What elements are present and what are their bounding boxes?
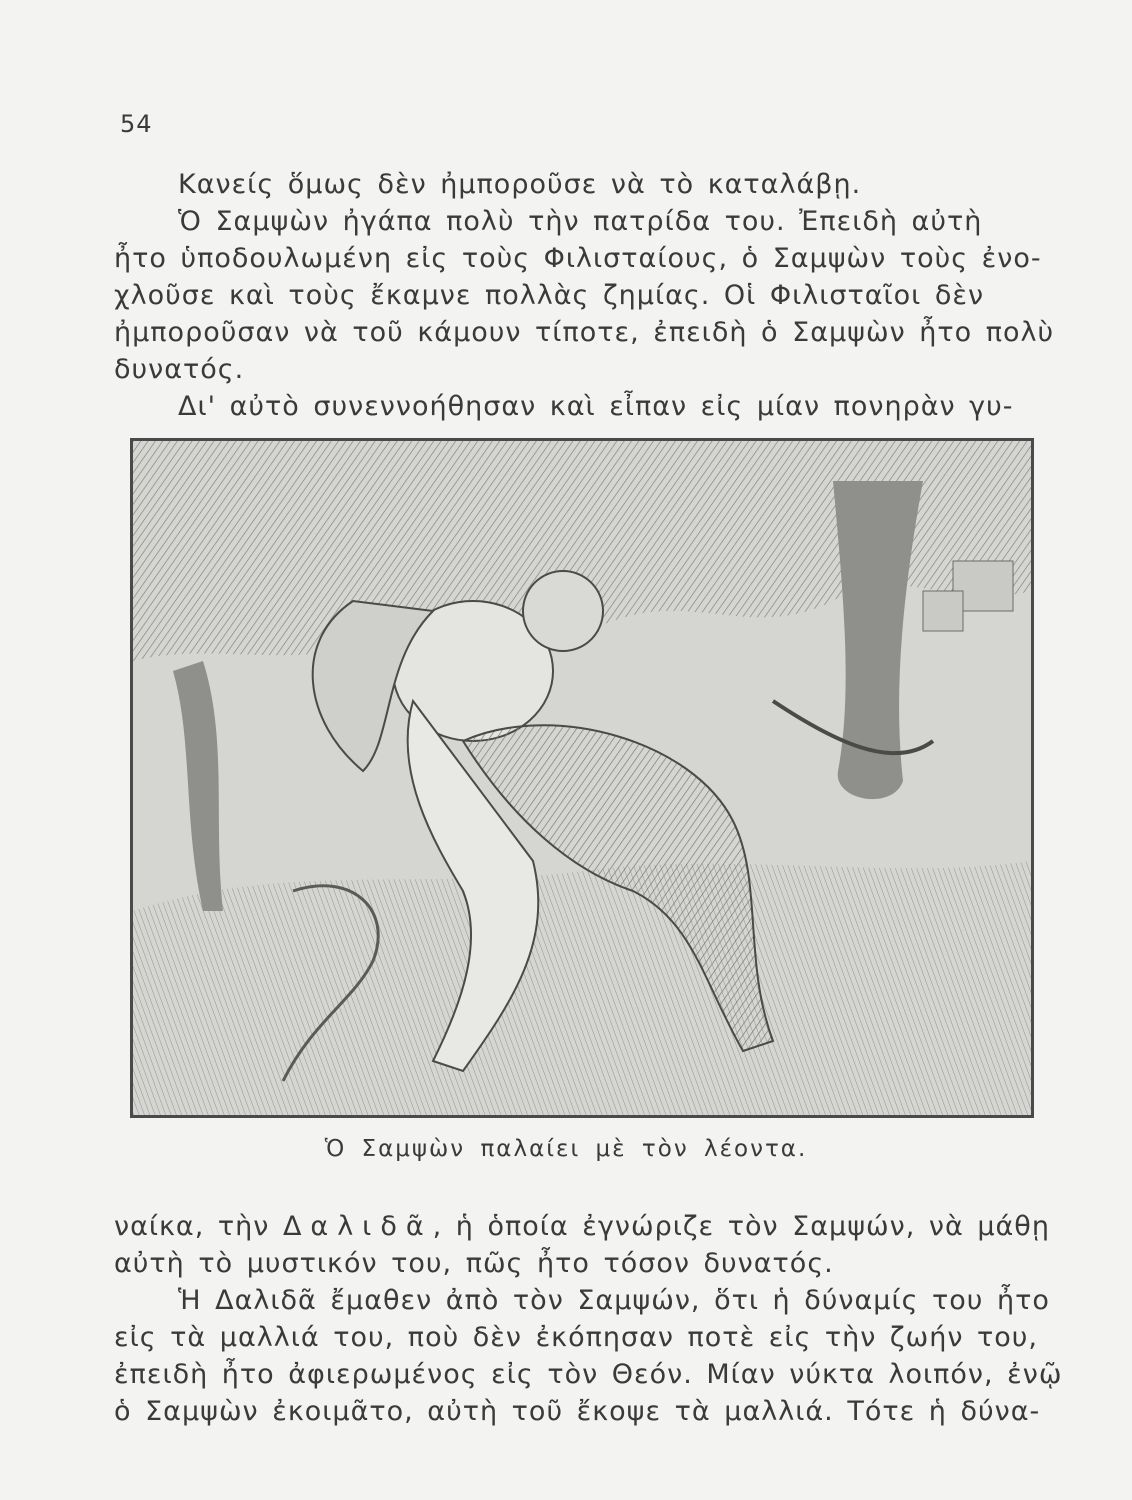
text-line bbox=[114, 1208, 1050, 1245]
spaced-name: Δαλιδᾶ bbox=[282, 1211, 433, 1242]
text-fragment: ναίκα, τὴν bbox=[114, 1211, 283, 1242]
text-fragment: , ἡ ὁποία ἐγνώριζε τὸν Σαμψών, νὰ μάθῃ bbox=[432, 1211, 1050, 1242]
text-line: ὁ Σαμψὼν ἐκοιμᾶτο, αὐτὴ τοῦ ἔκοψε τὰ μαλλιά. Τότε ἡ δύνα- bbox=[114, 1396, 1041, 1427]
bottom-text-block bbox=[114, 1208, 1063, 1430]
text-line: Κανείς ὅμως δὲν ἠμποροῦσε νὰ τὸ καταλάβῃ. bbox=[178, 169, 862, 200]
text-line: ἦτο ὑποδουλωμένη εἰς τοὺς Φιλισταίους, ὁ Σαμψὼν τοὺς ἐνο- bbox=[114, 243, 1042, 274]
text-line: δυνατός. bbox=[114, 354, 245, 385]
text-line: εἰς τὰ μαλλιά του, ποὺ δὲν ἐκόπησαν ποτὲ εἰς τὴν ζωήν του, bbox=[114, 1322, 1038, 1353]
page-number: 54 bbox=[120, 110, 153, 138]
figure-caption: Ὁ Σαμψὼν παλαίει μὲ τὸν λέοντα. bbox=[324, 1136, 808, 1162]
text-line: ἠμποροῦσαν νὰ τοῦ κάμουν τίποτε, ἐπειδὴ ὁ Σαμψὼν ἦτο πολὺ bbox=[114, 317, 1055, 348]
text-line: Ἡ Δαλιδᾶ ἔμαθεν ἀπὸ τὸν Σαμψών, ὅτι ἡ δύναμίς του ἦτο bbox=[178, 1285, 1050, 1316]
top-text-block bbox=[114, 166, 1055, 425]
text-line: Δι' αὐτὸ συνεννοήθησαν καὶ εἶπαν εἰς μίαν πονηρὰν γυ- bbox=[178, 391, 1014, 422]
text-line: ἐπειδὴ ἦτο ἀφιερωμένος εἰς τὸν Θεόν. Μίαν νύκτα λοιπόν, ἐνῷ bbox=[114, 1359, 1063, 1390]
engraving-illustration bbox=[130, 438, 1034, 1118]
engraving-picture bbox=[133, 441, 1031, 1115]
text-line: αὐτὴ τὸ μυστικόν του, πῶς ἦτο τόσον δυνατός. bbox=[114, 1248, 834, 1279]
text-line: Ὁ Σαμψὼν ἠγάπα πολὺ τὴν πατρίδα του. Ἐπειδὴ αὐτὴ bbox=[178, 206, 983, 237]
text-line: χλοῦσε καὶ τοὺς ἔκαμνε πολλὰς ζημίας. Οἱ Φιλισταῖοι δὲν bbox=[114, 280, 985, 311]
